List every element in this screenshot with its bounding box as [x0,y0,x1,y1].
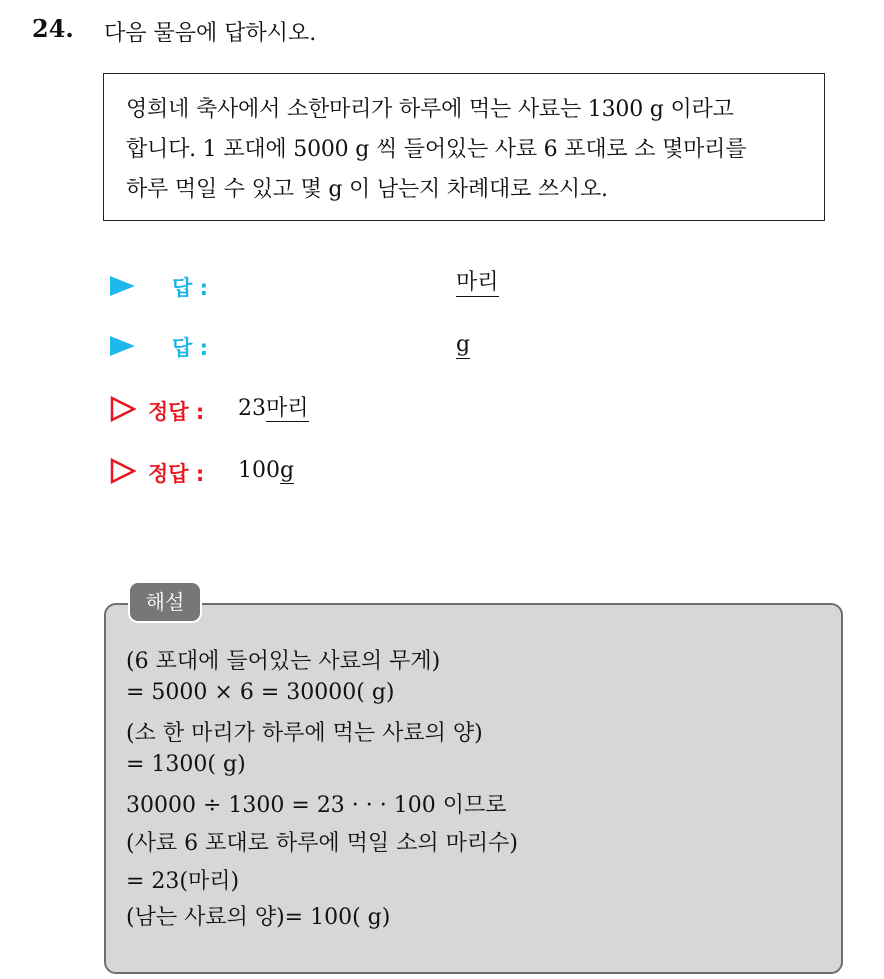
answer-label: 답 : [172,336,208,360]
correct-unit: g [280,458,295,483]
explanation-line: = 1300( g) [126,752,246,777]
explanation-line: (남는 사료의 양)= 100( g) [126,905,391,930]
correct-unit: 마리 [266,396,309,421]
answer-unit[interactable]: 마리 [456,270,499,295]
answer-marker-icon [110,276,135,296]
correct-marker-icon [110,458,136,484]
explanation-line: (6 포대에 들어있는 사료의 무게) [126,649,441,674]
question-line: 영희네 축사에서 소한마리가 하루에 먹는 사료는 1300 g 이라고 [126,97,734,122]
answer-label: 답 : [172,276,208,300]
answer-unit[interactable]: g [456,332,471,357]
question-box [103,73,825,221]
question-prompt: 다음 물음에 답하시오. [104,21,317,46]
explanation-line: = 23(마리) [126,869,240,894]
explanation-line: (소 한 마리가 하루에 먹는 사료의 양) [126,721,483,746]
correct-label: 정답 : [148,400,205,424]
explanation-line: = 5000 × 6 = 30000( g) [126,680,395,705]
correct-number: 100 [238,458,280,483]
explanation-line: 30000 ÷ 1300 = 23 · · · 100 이므로 [126,793,507,818]
explanation-line: (사료 6 포대로 하루에 먹일 소의 마리수) [126,831,518,856]
correct-value [238,396,309,422]
answer-marker-icon [110,336,135,356]
question-line: 합니다. 1 포대에 5000 g 씩 들어있는 사료 6 포대로 소 몇마리를 [126,137,747,162]
correct-label: 정답 : [148,462,205,486]
explanation-tag: 해설 [128,581,202,623]
correct-number: 23 [238,396,266,421]
question-number: 24. [32,14,74,43]
correct-value [238,458,294,484]
question-line: 하루 먹일 수 있고 몇 g 이 남는지 차례대로 쓰시오. [126,177,608,202]
correct-marker-icon [110,396,136,422]
